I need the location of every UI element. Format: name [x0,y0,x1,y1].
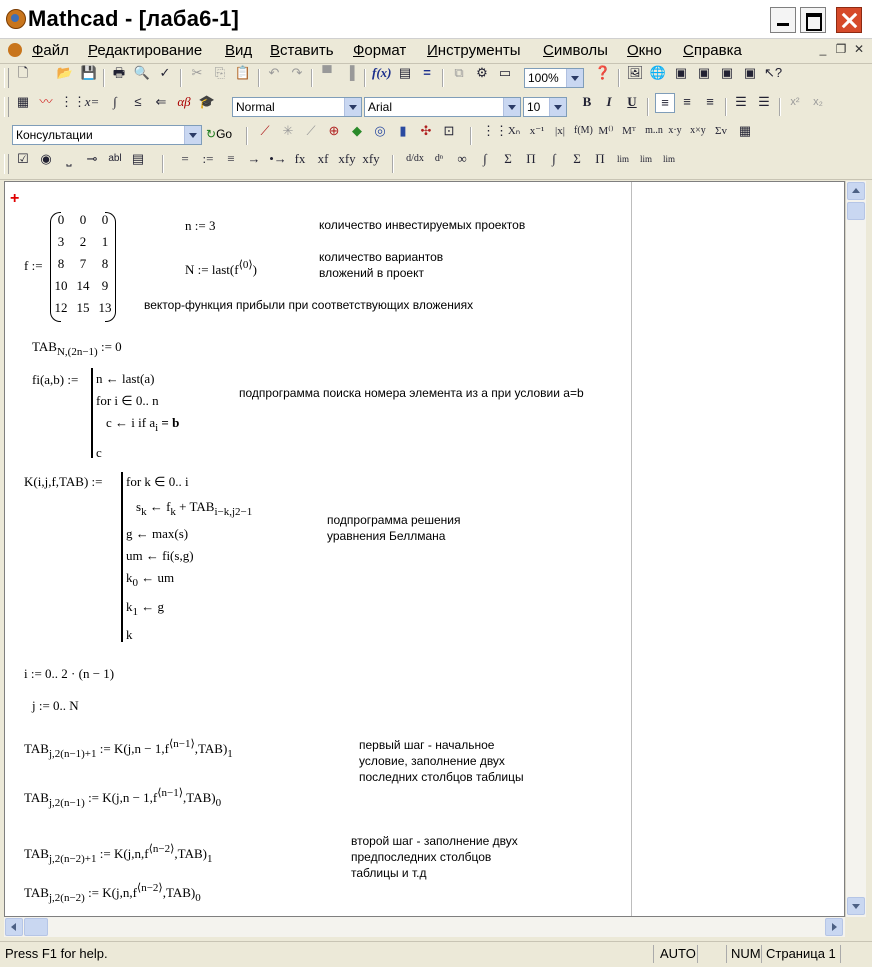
N-comment-line2[interactable]: вложений в проект [319,266,424,280]
graph-palette-icon[interactable]: 〰 [39,94,53,109]
n-definition[interactable]: n := 3 [185,218,216,233]
toolbar-grip[interactable] [4,68,9,88]
horizontal-scroll-thumb[interactable] [24,918,48,936]
K-line-5-k: k [126,570,133,585]
step1-eq-a-idx: 1 [227,748,233,760]
font-value: Arial [368,100,393,114]
summation-icon[interactable]: Σ [504,151,512,166]
K-line-2-s: s [136,499,142,514]
K-program-bar [121,472,123,642]
K-line-6-k: k [126,599,133,614]
fi-line-4[interactable]: c [96,445,102,460]
menu-format[interactable]: Формат [353,42,407,59]
K-line-5-tail: ← um [138,570,175,585]
status-divider [653,945,654,963]
matrix-cell: 13 [98,300,112,315]
K-line-2-sub2: k [170,506,176,518]
step1-eq-a-end: ,TAB) [194,741,228,756]
minimize-button[interactable] [770,7,796,33]
step2-eq-a-end: ,TAB) [174,846,207,861]
redo-icon[interactable]: ↷ [291,65,303,80]
go-button[interactable] [206,127,232,141]
matrix-cell: 8 [101,256,109,271]
K-line-1[interactable]: for k ∈ 0.. i [126,474,189,489]
open-folder-icon[interactable]: 📂 [56,65,74,80]
matrix-palette-icon[interactable]: ⋮⋮ [60,94,86,109]
font-size-select[interactable] [523,97,567,117]
i-range-definition[interactable]: i := 0.. 2 · (n − 1) [24,666,115,681]
separator [364,69,366,87]
status-divider [697,945,698,963]
matrix-cell: 2 [79,234,87,249]
fi-program-bar [91,368,93,458]
cross-product-icon[interactable]: x×y [690,125,706,136]
K-line-5[interactable] [126,570,174,589]
treefix-operator-button[interactable]: xfy [362,151,380,166]
save-icon[interactable]: 💾 [80,65,98,80]
status-divider [726,945,727,963]
nth-derivative-icon[interactable]: dⁿ [434,153,444,164]
N-comment-line1[interactable]: количество вариантов [319,250,444,264]
K-comment-line1[interactable]: подпрограмма решения [327,513,461,527]
step1-eq-a-sub: j,2(n−1)+1 [48,748,97,760]
left-limit-icon[interactable]: lim [662,154,675,164]
matrix-cell: 14 [76,278,90,293]
step2-eq-b-sup: ⟨n−2⟩ [136,882,163,894]
K-line-2-tail2: + TAB [175,499,215,514]
horizontal-scrollbar[interactable] [4,917,845,937]
matrix-cell: 15 [76,300,90,315]
textbox-control-icon[interactable]: abl [108,153,122,164]
resource-value: Консультации [16,128,93,142]
matrix-icon[interactable]: ⋮⋮ [482,123,508,138]
standard-toolbar [0,64,872,94]
status-mode: AUTO [660,946,696,961]
page-break-line [631,182,632,917]
j-range-definition[interactable]: j := 0.. N [32,698,79,713]
K-line-6[interactable] [126,599,164,618]
fi-line-3-sub: i [155,422,159,434]
copy-icon[interactable]: ⎘ [214,65,226,80]
calculator-icon[interactable]: ▦ [16,94,30,109]
step2-eq-b-idx: 0 [195,892,201,904]
step1-comment-line2[interactable]: условие, заполнение двух [359,754,505,768]
N-definition-lhs: N := last [185,262,230,277]
doc-restore-icon[interactable]: ❐ [835,42,847,56]
paste-icon[interactable]: 📋 [234,65,252,80]
font-select[interactable] [364,97,521,117]
step1-eq-a-sup: ⟨n−1⟩ [168,738,195,750]
resources-toolbar [0,122,872,151]
step1-eq-b-rhs: := K(j,n − 1,f [84,790,158,805]
infix-operator-button[interactable]: xfy [338,151,356,166]
separator [162,155,164,173]
insert-unit-icon[interactable]: ▤ [398,65,412,80]
separator [470,127,472,145]
3d-bar-icon[interactable]: ◎ [374,123,386,138]
subscript-icon[interactable]: x₂ [813,96,823,108]
transpose-icon[interactable]: Mᵀ [622,125,636,137]
separator [647,98,649,116]
K-line-6-sub: 1 [132,606,138,618]
matrix-cell: 0 [57,212,65,227]
separator [618,69,620,87]
zoom-value: 100% [528,71,559,85]
eval-keyword-symbolic-button[interactable]: •→ [269,151,287,166]
print-preview-icon[interactable]: 🔍 [133,65,151,80]
formatting-toolbar [0,93,872,123]
f-comment[interactable]: вектор-функция прибыли при соответствующих вложениях [144,298,474,312]
zoom-select[interactable] [524,68,584,88]
worksheet[interactable] [4,181,845,917]
K-line-3[interactable]: g ← max(s) [126,526,189,541]
step2-eq-b-rhs: := K(j,n,f [84,885,137,900]
print-icon[interactable]: 🖶 [112,65,126,80]
step2-eq-a-idx: 1 [206,853,213,865]
bold-button[interactable]: B [582,94,592,109]
insertion-cursor: + [10,190,20,207]
menu-bar [0,39,872,64]
greek-palette-icon[interactable]: αβ [177,94,191,109]
status-page: Страница 1 [766,946,836,961]
step2-comment-line1[interactable]: второй шаг - заполнение двух [351,834,518,848]
step1-eq-b-end: ,TAB) [183,790,216,805]
step2-eq-a-sub: j,2(n−2)+1 [48,853,97,865]
step2-eq-b-sub: j,2(n−2) [48,892,85,904]
matrix-label: f := [24,258,43,273]
align-down-icon[interactable]: ▐ [345,65,355,80]
tab-name: TAB [24,790,49,805]
tab-init-subscript: N,(2n−1) [56,346,98,358]
vertical-scroll-thumb[interactable] [847,202,865,220]
eval-symbolic-button[interactable]: → [247,151,261,166]
matrix-cell: 9 [101,278,109,293]
superscript-icon[interactable]: x² [790,96,800,108]
separator [246,127,248,145]
chevron-down-icon[interactable] [549,98,566,116]
eval-global-define-button[interactable]: ≡ [227,151,235,166]
doc-close-icon[interactable]: ✕ [853,42,865,56]
derivative-icon[interactable]: d/dx [406,153,424,164]
maximize-button[interactable] [800,7,826,33]
email-icon[interactable]: ▣ [697,65,711,80]
step2-comment-line3[interactable]: таблицы и т.д [351,866,427,880]
n-comment[interactable]: количество инвестируемых проектов [319,218,526,232]
limit-icon[interactable]: lim [616,154,629,164]
listbox-control-icon[interactable]: ▤ [131,151,145,166]
matrix-cell: 7 [79,256,87,271]
button-control-icon[interactable]: ⎵ [66,151,72,166]
vector-field-icon[interactable]: ✣ [420,123,432,138]
N-definition-sup: ⟨0⟩ [238,259,253,271]
matrix-cell: 8 [57,256,65,271]
toolbar-grip[interactable] [4,154,9,174]
K-line-7[interactable]: k [126,627,133,642]
mathcad-app-icon[interactable] [6,9,26,29]
fi-comment[interactable]: подпрограмма поиска номера элемента из a при условии a=b [239,386,584,400]
resource-select[interactable] [12,125,202,145]
fi-line-3-text: c ← i if a [106,415,156,430]
separator [180,69,182,87]
eval-equals-button[interactable]: = [181,151,189,166]
tab-init-definition[interactable] [32,339,122,358]
menu-insert[interactable]: Вставить [270,42,334,59]
separator [442,69,444,87]
boolean-palette-icon[interactable]: ≤ [134,94,142,109]
step2-eq-a[interactable] [24,842,212,865]
definite-integral-icon[interactable]: ∫ [483,151,487,166]
electronic-book-icon[interactable]: ▣ [720,65,734,80]
step1-eq-b[interactable] [24,786,221,809]
menu-edit[interactable]: Редактирование [88,42,203,59]
tutorial-icon[interactable]: ▣ [743,65,757,80]
postfix-operator-button[interactable]: xf [317,151,329,166]
doc-minimize-icon[interactable]: _ [819,42,827,56]
go-arrow-icon: ↻ [206,127,217,141]
tab-name: TAB [24,885,49,900]
style-select[interactable] [232,97,362,117]
tab-init-rhs: := 0 [97,339,122,354]
menu-symbolics[interactable]: Символы [543,42,608,59]
fi-program-head[interactable]: fi(a,b) := [32,372,79,387]
style-value: Normal [236,100,275,114]
picture-icon[interactable]: ▦ [738,123,752,138]
xy-plot-icon[interactable]: ⟋ [260,123,270,138]
menu-window[interactable]: Окно [627,42,662,59]
contour-plot-icon[interactable]: ⊕ [328,123,340,138]
underline-button[interactable]: U [627,94,637,109]
toolbar-grip[interactable] [4,97,9,117]
help-icon[interactable]: ❓ [594,65,612,80]
N-definition-arg: f [234,262,239,277]
K-line-2-sub3: i−k,j2−1 [214,506,253,518]
K-line-2[interactable] [136,499,252,518]
step1-eq-b-idx: 0 [215,797,222,809]
bar-plot-icon[interactable]: ▮ [399,123,407,138]
right-limit-icon[interactable]: lim [639,154,652,164]
K-line-4[interactable]: um ← fi(s,g) [126,548,194,563]
inverse-icon[interactable]: x⁻¹ [529,125,545,137]
matrix-cell: 0 [101,212,109,227]
tab-name: TAB [32,339,57,354]
surface-plot-icon[interactable]: ⟋ [306,123,316,138]
scroll-right-button[interactable] [825,918,843,936]
K-line-2-sub1: k [141,506,147,518]
3d-scatter-icon[interactable]: ◆ [352,123,362,138]
chevron-down-icon[interactable] [503,98,520,116]
menu-help[interactable]: Справка [683,42,742,59]
italic-button[interactable]: I [606,94,612,109]
title-bar [0,0,872,39]
indefinite-integral-icon[interactable]: ∫ [552,151,556,166]
cut-icon[interactable]: ✂ [191,65,203,80]
determinant-icon[interactable]: |x| [555,125,565,137]
K-line-5-sub: 0 [132,577,138,589]
K-line-6-tail: ← g [138,599,164,614]
status-num: NUM [731,946,761,961]
prefix-operator-button[interactable]: fx [294,151,306,166]
step2-eq-a-rhs: := K(j,n,f [96,846,149,861]
separator [103,69,105,87]
status-divider [761,945,762,963]
range-variable-icon[interactable]: m..n [645,125,663,136]
collaboratory-icon[interactable]: ▣ [674,65,688,80]
bullets-icon[interactable]: ☰ [735,94,747,109]
new-document-icon[interactable]: 🗋 [17,65,29,80]
step1-eq-a-rhs: := K(j,n − 1,f [96,741,169,756]
step1-eq-b-sup: ⟨n−1⟩ [157,787,184,799]
fi-line-1[interactable]: n ← last(a) [96,371,155,386]
step1-eq-a[interactable] [24,737,233,760]
column-icon[interactable]: M⁽⁾ [598,125,614,137]
step1-comment-line1[interactable]: первый шаг - начальное [359,738,495,752]
separator [725,98,727,116]
fi-line-2[interactable]: for i ∈ 0.. n [96,393,159,408]
status-bar [0,941,872,967]
radio-control-icon[interactable]: ◉ [40,151,52,166]
step2-eq-a-sup: ⟨n−2⟩ [148,843,175,855]
insert-function-icon[interactable]: f(x) [372,65,392,80]
plot-wizard-icon[interactable]: ⊡ [443,123,455,138]
separator [392,155,394,173]
matrix-cell: 3 [57,234,65,249]
window-title: Mathcad - [лаба6-1] [28,6,240,31]
matrix-cell: 1 [101,234,109,249]
resource-center-icon[interactable]: ⚙ [476,65,488,80]
close-button[interactable] [836,7,862,33]
align-right-icon[interactable]: ≡ [706,94,714,109]
step2-comment-line2[interactable]: предпоследних столбцов [351,850,492,864]
status-help: Press F1 for help. [5,946,108,961]
numbering-icon[interactable]: ☰ [758,94,770,109]
infinity-icon[interactable]: ∞ [457,151,467,166]
tab-name: TAB [24,741,49,756]
matrix-cell: 10 [54,278,68,293]
evaluation-palette-icon[interactable]: x= [84,94,100,109]
separator [779,98,781,116]
symbolic-palette-icon[interactable]: 🎓 [198,94,216,109]
menu-file[interactable]: Файл [32,42,69,59]
step1-eq-b-sub: j,2(n−1) [48,797,85,809]
checkbox-control-icon[interactable]: ☑ [17,151,29,166]
range-sum-icon[interactable]: Σ [573,151,581,166]
align-across-icon[interactable]: ▀ [322,65,332,80]
go-label: Go [216,127,233,141]
font-size-value: 10 [527,100,541,114]
fi-line-3-tail: = b [158,415,180,430]
tab-name: TAB [24,846,49,861]
align-center-icon[interactable]: ≡ [683,94,691,109]
separator [311,69,313,87]
align-left-icon[interactable]: ≡ [655,93,675,113]
resource-window-icon[interactable]: 🖼 [626,65,644,80]
matrix-cell: 12 [54,300,68,315]
status-divider [840,945,841,963]
chevron-down-icon[interactable] [566,69,583,87]
step2-eq-b[interactable] [24,881,201,904]
K-program-head[interactable]: K(i,j,f,TAB) := [24,474,103,489]
insert-hyperlink-icon[interactable]: ▭ [498,65,512,80]
calculate-icon[interactable]: = [423,65,431,80]
menu-tools[interactable]: Инструменты [427,42,521,59]
vectorize-icon[interactable]: f(M) [574,125,593,136]
context-help-icon[interactable]: ↖? [764,65,783,80]
slider-control-icon[interactable]: ⊸ [86,151,98,166]
eval-define-button[interactable]: := [202,151,214,166]
K-line-2-tail: ← f [146,499,171,514]
matrix-cell: 0 [79,212,87,227]
K-comment-line2[interactable]: уравнения Беллмана [327,529,446,543]
N-definition[interactable]: N := $last(f^{⟨0⟩})$ [185,259,258,277]
calculus-palette-icon[interactable]: ∫ [113,94,117,109]
scroll-up-button[interactable] [847,182,865,200]
dot-product-icon[interactable]: x·y [668,125,682,136]
fi-line-3[interactable] [106,415,179,434]
menu-view[interactable]: Вид [225,42,253,59]
vector-sum-icon[interactable]: Σv [715,125,727,137]
document-icon[interactable] [8,43,22,57]
mathcad-web-icon[interactable]: 🌐 [649,65,667,80]
palette-toolbar [0,150,872,180]
matrix-f[interactable] [50,212,116,320]
range-product-icon[interactable]: Π [595,151,605,166]
spell-check-icon[interactable]: ✓ [159,65,171,80]
step2-eq-b-end: ,TAB) [162,885,196,900]
vertical-scrollbar[interactable] [845,181,866,917]
undo-icon[interactable]: ↶ [268,65,280,80]
scroll-left-button[interactable] [5,918,23,936]
subscript-matrix-icon[interactable]: Xₙ [507,125,521,137]
scroll-down-button[interactable] [847,897,865,915]
separator [258,69,260,87]
insert-component-icon[interactable]: ⧉ [454,65,464,80]
product-icon[interactable]: Π [526,151,536,166]
polar-plot-icon[interactable]: ✳ [282,123,294,138]
step1-comment-line3[interactable]: последних столбцов таблицы [359,770,524,784]
chevron-down-icon[interactable] [184,126,201,144]
chevron-down-icon[interactable] [344,98,361,116]
programming-palette-icon[interactable]: ⇐ [155,94,167,109]
